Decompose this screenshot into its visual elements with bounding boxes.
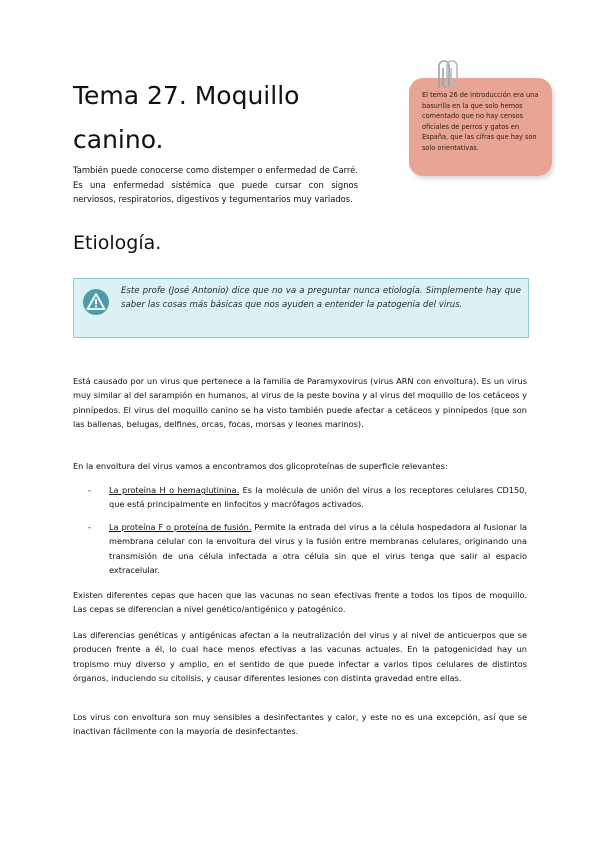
- paragraph-5: Los virus con envoltura son muy sensibles a desinfectantes y calor, y este no es una excepción, así que se inactivan fácilmente con la mayoría de desinfectantes.: [73, 712, 527, 737]
- list-item-text: Permite la entrada del virus a la célula hospedadora al fusionar la membrana celular con la envoltura del virus y la fusión entre membranas celulares, originando una transmisión de una célula infectada a otra célula sin que el virus tenga que salir al espacio extracelular.: [109, 522, 527, 576]
- page-title: Tema 27. Moquillo canino.: [73, 81, 300, 154]
- intro-paragraph: También puede conocerse como distemper o enfermedad de Carré. Es una enfermedad sistémica que puede cursar con signos nerviosos, respiratorios, digestivos y tegumentarios muy variados.: [73, 165, 358, 204]
- list-dash: -: [88, 485, 91, 495]
- callout-box: [73, 278, 529, 338]
- paragraph-1: Está causado por un virus que pertenece a la familia de Paramyxovirus (virus ARN con envoltura). Es un virus muy similar al del sarampión en humanos, al virus de la peste bovina y al virus del moquillo de los cetáceos y pinnípedos. El virus del moquillo canino se ha visto también puede afectar a cetáceos y pinnípedos (que son las ballenas, belugas, delfines, orcas, focas, morsas y leones marinos).: [73, 376, 527, 430]
- warning-icon: [82, 288, 110, 316]
- list-item-term: La proteína H o hemaglutinina.: [109, 485, 240, 495]
- list-item: [109, 483, 527, 512]
- callout-text: Este profe (José Antonio) dice que no va a preguntar nunca etiología. Simplemente hay que saber las cosas más básicas que nos ayuden a entender la patogenia del virus.: [121, 286, 521, 310]
- list-dash: -: [88, 522, 91, 532]
- list-item-term: La proteína F o proteína de fusión.: [109, 522, 252, 532]
- side-note-text: El tema 26 de introducción era una basurilla en la que solo hemos comentado que no hay censos oficiales de perros y gatos en España, que las cifras que hay son solo orientativas.: [422, 91, 539, 152]
- paragraph-4: Las diferencias genéticas y antigénicas afectan a la neutralización del virus y al nivel de anticuerpos que se producen frente a él, lo cual hace menos efectivas a las vacunas actuales. En la patogenicidad hay un tropismo muy diverso y amplio, en el sentido de que puede infectar a varios tipos celulares de distintos órganos, induciendo su citolisis, y causar diferentes lesiones con distinta gravedad entre ellas.: [73, 630, 527, 684]
- paperclip-icon: [430, 58, 460, 92]
- section-heading-etiologia: Etiología.: [73, 232, 162, 254]
- paragraph-2: En la envoltura del virus vamos a encontramos dos glicoproteínas de superficie relevantes:: [73, 461, 448, 471]
- paragraph-3: Existen diferentes cepas que hacen que las vacunas no sean efectivas frente a todos los tipos de moquillo. Las cepas se diferencian a nivel genético/antigénico y patogénico.: [73, 590, 527, 615]
- list-item: [109, 520, 527, 578]
- list-item-text: Es la molécula de unión del virus a los receptores celulares CD150, que está principalmente en linfocitos y macrófagos activados.: [109, 485, 527, 510]
